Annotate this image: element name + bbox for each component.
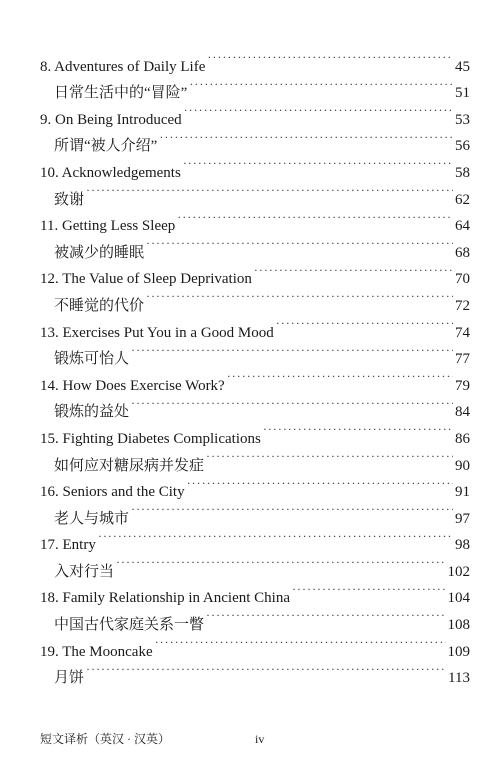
toc-entry-title: 15. Fighting Diabetes Complications — [40, 430, 261, 447]
toc-entry-title: 12. The Value of Sleep Deprivation — [40, 271, 252, 288]
dot-leader — [177, 204, 453, 231]
toc-entry-page: 113 — [448, 670, 470, 687]
toc-entry-page: 108 — [447, 617, 470, 634]
toc-entry-page: 86 — [455, 430, 470, 447]
dot-leader — [227, 363, 453, 390]
toc-entry-title: 16. Seniors and the City — [40, 484, 185, 501]
toc-entry-page: 70 — [455, 271, 470, 288]
toc-entry-title: 致谢 — [54, 191, 85, 208]
dot-leader — [131, 496, 453, 523]
toc-entry-title: 10. Acknowledgements — [40, 164, 181, 181]
dot-leader — [131, 390, 453, 417]
toc-entry-title: 14. How Does Exercise Work? — [40, 377, 225, 394]
dot-leader — [86, 656, 446, 683]
toc-entry-page: 90 — [455, 457, 470, 474]
toc-entry-page: 68 — [455, 244, 470, 261]
dot-leader — [184, 97, 453, 124]
toc-entry-page: 98 — [455, 537, 470, 554]
dot-leader — [206, 602, 445, 629]
toc-entry-translation — [40, 656, 470, 687]
footer-page-number: iv — [255, 732, 265, 746]
toc-entry-page: 97 — [455, 510, 470, 527]
toc-entry-title: 老人与城市 — [54, 510, 130, 527]
dot-leader — [159, 124, 453, 151]
toc-entry-page: 84 — [455, 404, 470, 421]
toc-entry-page: 45 — [455, 58, 470, 75]
toc-entry-page: 79 — [455, 377, 470, 394]
dot-leader — [207, 44, 453, 71]
toc-entry-title: 13. Exercises Put You in a Good Mood — [40, 324, 274, 341]
toc-entry — [40, 523, 470, 554]
toc-entry-title: 锻炼的益处 — [54, 404, 130, 421]
toc-entry-page: 64 — [455, 218, 470, 235]
toc-entry-page: 56 — [455, 138, 470, 155]
dot-leader — [86, 177, 453, 204]
toc-entry-title: 18. Family Relationship in Ancient China — [40, 590, 290, 607]
toc-entry — [40, 44, 470, 75]
toc-entry-page: 109 — [447, 643, 470, 660]
toc-entry-title: 月饼 — [54, 670, 85, 687]
toc-entry-page: 53 — [455, 111, 470, 128]
toc-entry-page: 62 — [455, 191, 470, 208]
page-footer — [40, 729, 470, 749]
toc-entry-page: 91 — [455, 484, 470, 501]
toc-entry-title: 入对行当 — [54, 563, 115, 580]
table-of-contents — [40, 44, 470, 687]
toc-entry-title: 日常生活中的“冒险” — [54, 85, 188, 102]
toc-entry-page: 72 — [455, 297, 470, 314]
dot-leader — [187, 470, 453, 497]
footer-book-title: 短文译析（英汉 · 汉英） — [40, 732, 170, 746]
dot-leader — [206, 443, 453, 470]
dot-leader — [146, 230, 453, 257]
toc-entry-page: 77 — [455, 351, 470, 368]
dot-leader — [98, 523, 453, 550]
dot-leader — [131, 337, 453, 364]
toc-entry-page: 102 — [447, 563, 470, 580]
dot-leader — [276, 310, 453, 337]
dot-leader — [155, 629, 446, 656]
toc-entry-title: 不睡觉的代价 — [54, 297, 145, 314]
dot-leader — [183, 150, 453, 177]
dot-leader — [292, 576, 446, 603]
toc-entry-page: 51 — [455, 85, 470, 102]
toc-entry — [40, 204, 470, 235]
dot-leader — [116, 549, 445, 576]
toc-entry-title: 中国古代家庭关系一瞥 — [54, 617, 205, 634]
toc-entry-title: 锻炼可怡人 — [54, 351, 130, 368]
toc-entry-translation — [40, 549, 470, 580]
toc-entry-page: 58 — [455, 164, 470, 181]
toc-entry-page: 74 — [455, 324, 470, 341]
toc-entry-title: 8. Adventures of Daily Life — [40, 58, 206, 75]
toc-entry-title: 9. On Being Introduced — [40, 111, 182, 128]
dot-leader — [146, 283, 453, 310]
toc-entry-title: 如何应对糖尿病并发症 — [54, 457, 205, 474]
dot-leader — [189, 71, 453, 98]
toc-entry-title: 17. Entry — [40, 537, 96, 554]
toc-entry-title: 19. The Mooncake — [40, 643, 153, 660]
dot-leader — [254, 257, 453, 284]
toc-entry-title: 所谓“被人介绍” — [54, 138, 158, 155]
toc-entry-title: 11. Getting Less Sleep — [40, 218, 176, 235]
toc-entry-translation — [40, 177, 470, 208]
toc-entry-page: 104 — [447, 590, 470, 607]
dot-leader — [263, 416, 453, 443]
toc-entry-title: 被减少的睡眠 — [54, 244, 145, 261]
